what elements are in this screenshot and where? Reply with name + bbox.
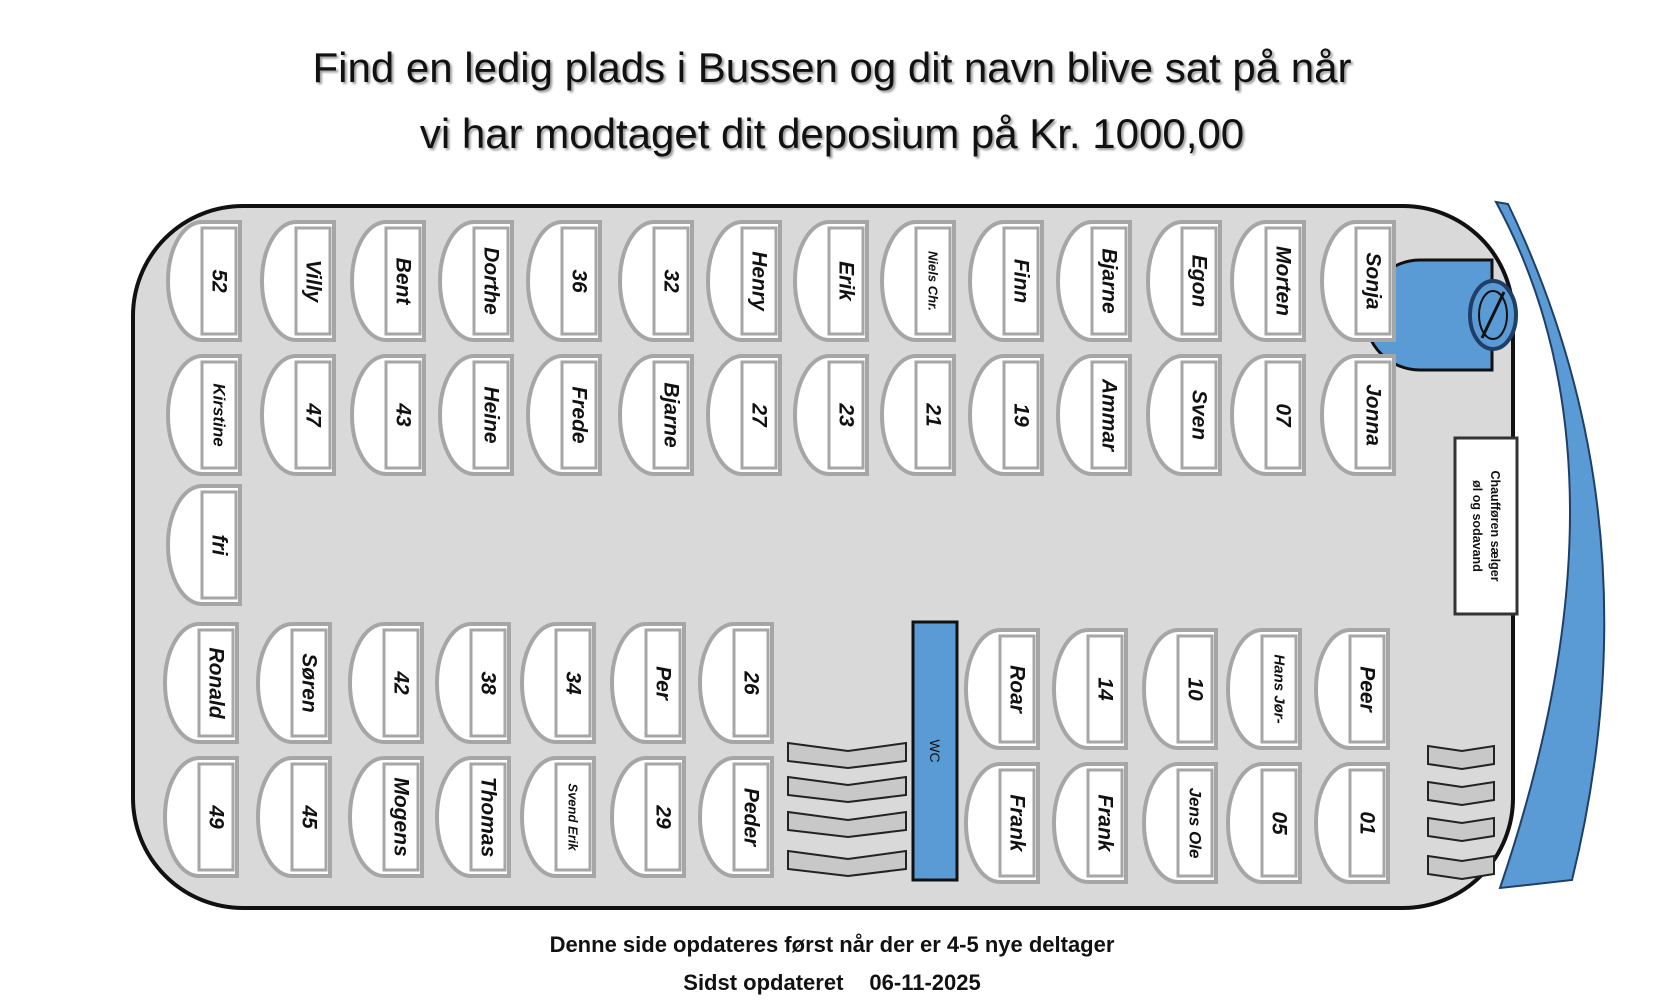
seat-label: Kirstine (209, 383, 229, 447)
footer-updated-date: 06-11-2025 (869, 970, 981, 995)
seat-label: Per (651, 666, 675, 700)
seat-label: 01 (1355, 811, 1379, 835)
seat-label: Sven (1187, 389, 1211, 441)
seat (1232, 356, 1304, 474)
seat (1148, 356, 1220, 474)
seat (795, 356, 867, 474)
seat (700, 624, 772, 742)
seat (1228, 764, 1300, 882)
seat (258, 758, 330, 876)
seat-label: 27 (747, 403, 771, 427)
seat-label: Finn (1009, 258, 1033, 304)
seat-label: Ronald (204, 647, 228, 719)
seat (1148, 222, 1220, 340)
wc-label: WC (927, 739, 943, 763)
seat (1322, 222, 1394, 340)
seat (612, 758, 684, 876)
seat (612, 624, 684, 742)
seat-label: fri (207, 534, 231, 556)
seat (165, 758, 237, 876)
seat (966, 764, 1038, 882)
seat (700, 758, 772, 876)
footer-updated-label: Sidst opdateret (683, 970, 844, 995)
seat-label: Peer (1355, 666, 1379, 712)
seat-label: 34 (561, 671, 585, 695)
seat (440, 356, 512, 474)
seat (168, 486, 240, 604)
seat-label: Peder (739, 787, 763, 847)
seat (882, 222, 954, 340)
seat (1054, 764, 1126, 882)
seat (352, 222, 424, 340)
seat-label: 38 (476, 671, 500, 695)
seat-label: 19 (1009, 403, 1033, 427)
seat (708, 356, 780, 474)
seat (528, 356, 600, 474)
seat-label: Thomas (476, 776, 500, 858)
seat-label: 26 (739, 671, 763, 695)
seat (262, 356, 334, 474)
seat (1232, 222, 1304, 340)
seat (620, 222, 692, 340)
seat (1228, 630, 1300, 748)
seat-label: Morten (1271, 246, 1295, 316)
seat-label: Sonja (1361, 252, 1385, 310)
seat-label: 47 (301, 403, 325, 427)
seat-label: Niels Chr. (925, 251, 941, 311)
headline-line-2: vi har modtaget dit deposium på Kr. 1000,00 (419, 110, 1245, 157)
seat-label: 52 (207, 269, 231, 293)
seat-label: Mogens (389, 777, 413, 857)
seat (970, 356, 1042, 474)
seat-label: 14 (1093, 677, 1117, 701)
headline-line-1: Find en ledig plads i Bussen og dit navn blive sat på når (312, 44, 1352, 91)
seat (522, 758, 594, 876)
seat (1054, 630, 1126, 748)
footer-updated (0, 970, 1664, 996)
seat (522, 624, 594, 742)
seat-label: Villy (301, 259, 325, 303)
seat (708, 222, 780, 340)
seat (168, 222, 240, 340)
driver-note-line-1: Chaufføren sælger (1488, 470, 1502, 582)
seat-label: 32 (659, 269, 683, 293)
seat-label: 43 (391, 403, 415, 427)
seat (620, 356, 692, 474)
seat (1316, 764, 1388, 882)
seat (352, 356, 424, 474)
seat-label: Frede (567, 386, 591, 444)
seat-label: Ammar (1097, 378, 1121, 452)
seat-label: Roar (1005, 665, 1029, 713)
seat (1144, 630, 1216, 748)
seat (168, 356, 240, 474)
footer-note: Denne side opdateres først når der er 4-5 nye deltager (549, 932, 1115, 957)
seat-label: Henry (747, 251, 771, 311)
seat (1058, 222, 1130, 340)
seat-label: Jonna (1361, 384, 1385, 446)
seat-label: 05 (1267, 811, 1291, 835)
seat-label: Hans Jør- (1270, 654, 1288, 724)
seat (350, 758, 422, 876)
driver-note (1455, 438, 1517, 614)
seat-label: Dorthe (479, 247, 503, 315)
wc (913, 622, 957, 880)
seat (1322, 356, 1394, 474)
seat-label: Jens Ole (1185, 787, 1205, 859)
seat-label: 23 (834, 403, 858, 427)
seat-label: Bent (391, 257, 415, 305)
seat (437, 624, 509, 742)
seat-label: 29 (651, 805, 675, 829)
seat (1058, 356, 1130, 474)
seat-label: Egon (1187, 254, 1211, 308)
driver-note-line-2: øl og sodavand (1470, 480, 1484, 572)
seat-label: Bjarne (659, 382, 683, 448)
seat (350, 624, 422, 742)
seat (882, 356, 954, 474)
seat-label: Frank (1005, 794, 1029, 852)
seat (437, 758, 509, 876)
seat (440, 222, 512, 340)
seat (970, 222, 1042, 340)
seat-label: Svend Erik (565, 783, 581, 851)
seat (165, 624, 237, 742)
seat (966, 630, 1038, 748)
seat (258, 624, 330, 742)
seat (262, 222, 334, 340)
seat-label: 49 (204, 805, 228, 829)
seat (795, 222, 867, 340)
seat (528, 222, 600, 340)
seat-label: 10 (1183, 677, 1207, 701)
seat-label: Erik (834, 261, 858, 301)
seat (1316, 630, 1388, 748)
seat (1144, 764, 1216, 882)
seat-label: 07 (1271, 403, 1295, 427)
seat-label: Søren (297, 653, 321, 713)
seat-label: 21 (921, 403, 945, 427)
seat-label: Frank (1093, 794, 1117, 852)
seat-label: Heine (479, 386, 503, 444)
seat-label: 45 (297, 805, 321, 829)
seat-label: 36 (567, 269, 591, 293)
seat-label: 42 (389, 671, 413, 695)
seat-label: Bjarne (1097, 248, 1121, 314)
